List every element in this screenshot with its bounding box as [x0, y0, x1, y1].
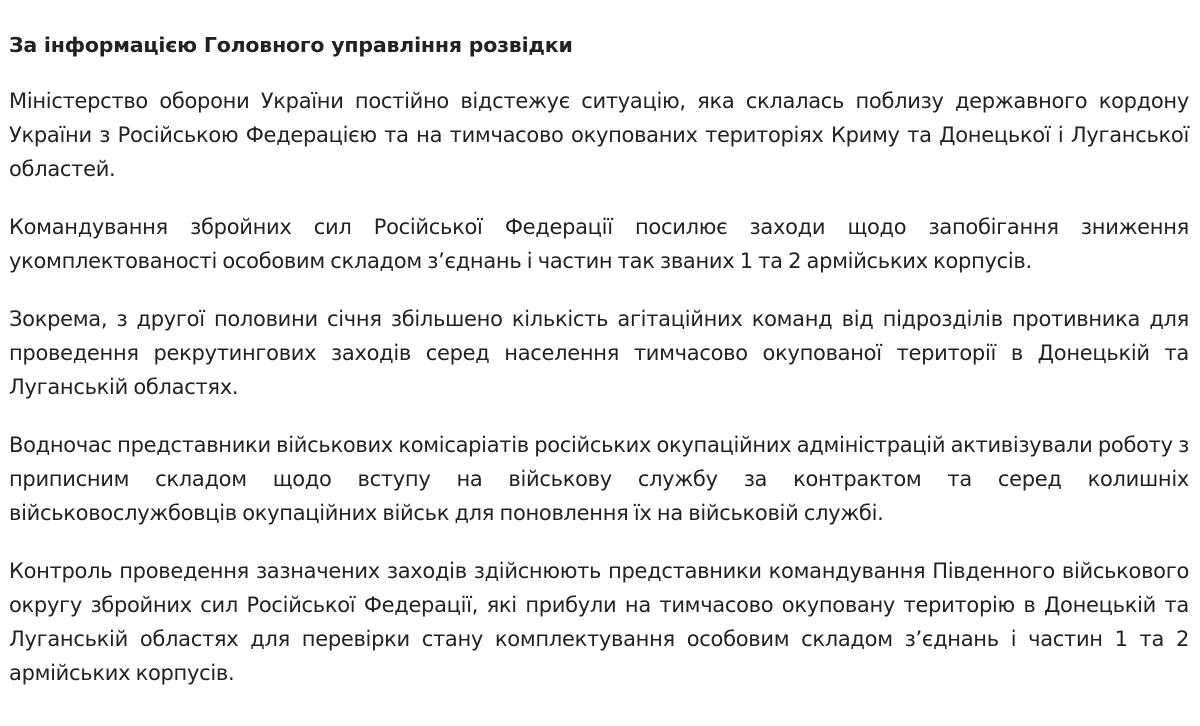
paragraph-2: Командування збройних сил Російської Федерації посилює заходи щодо запобігання зниження укомплектованості особовим складом з’єднань і частин так званих 1 та 2 армійських корпусів.: [9, 215, 1189, 273]
article-heading: За інформацією Головного управління розвідки: [9, 33, 573, 57]
paragraph-3: Зокрема, з другої половини січня збільшено кількість агітаційних команд від підрозділів противника для проведення рекрутингових заходів серед населення тимчасово окупованої території в Донецькій та Луганській областях.: [9, 307, 1189, 399]
paragraph-4: Водночас представники військових комісаріатів російських окупаційних адміністрацій активізували роботу з приписним складом щодо вступу на військову службу за контрактом та серед колишніх військовослужбовців окупаційних військ для поновлення їх на військовій службі.: [9, 433, 1189, 525]
paragraph-5: Контроль проведення зазначених заходів здійснюють представники командування Південного військового округу збройних сил Російської Федерації, які прибули на тимчасово окуповану територію в Донецькій та Луганській областях для перевірки стану комплектування особовим складом з’єднань і частин 1 та 2 армійських корпусів.: [9, 559, 1189, 685]
paragraph-1: Міністерство оборони України постійно відстежує ситуацію, яка склалась поблизу державного кордону України з Російською Федерацією та на тимчасово окупованих територіях Криму та Донецької і Луганської областей.: [9, 89, 1189, 181]
